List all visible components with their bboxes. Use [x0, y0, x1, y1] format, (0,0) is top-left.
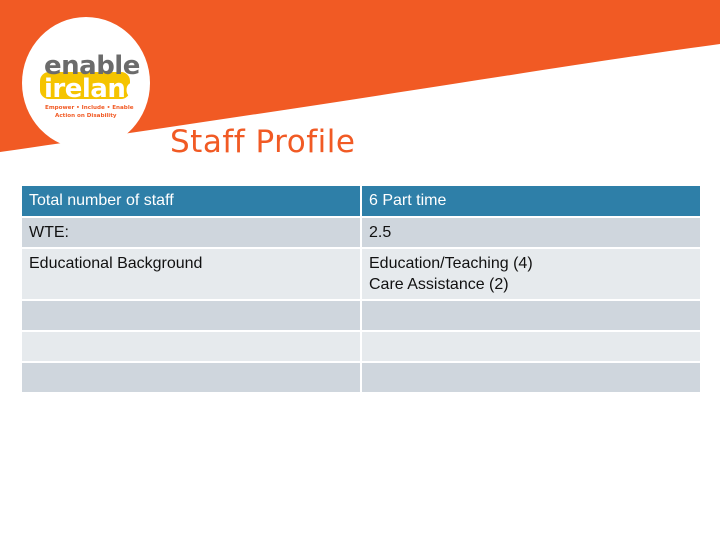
row-value-line: Education/Teaching (4) [369, 255, 533, 272]
empty-cell [361, 300, 701, 331]
header-cell-value: 6 Part time [361, 185, 701, 217]
row-label-wte: WTE: [21, 217, 361, 248]
row-value-line: Care Assistance (2) [369, 276, 509, 293]
logo-word-ireland: ireland [44, 74, 144, 104]
enable-ireland-logo [22, 17, 150, 149]
empty-cell [21, 362, 361, 393]
table-header-row [21, 185, 701, 217]
empty-cell [361, 362, 701, 393]
table-row [21, 248, 701, 300]
table-row-empty [21, 300, 701, 331]
row-label-educational-background: Educational Background [21, 248, 361, 300]
table-row [21, 217, 701, 248]
table-row-empty [21, 362, 701, 393]
row-value-wte [361, 217, 701, 248]
empty-cell [361, 331, 701, 362]
header-cell-label: Total number of staff [21, 185, 361, 217]
table-row-empty [21, 331, 701, 362]
row-value-educational-background [361, 248, 701, 300]
row-value-line: 2.5 [369, 224, 392, 241]
header-banner [0, 0, 720, 170]
empty-cell [21, 300, 361, 331]
logo-tagline-2: Action on Disability [55, 113, 117, 119]
page-title: Staff Profile [170, 124, 356, 160]
logo-tagline-1: Empower • Include • Enable [45, 105, 134, 111]
logo-word-enable: enable [44, 51, 140, 81]
staff-profile-table [20, 184, 702, 394]
empty-cell [21, 331, 361, 362]
